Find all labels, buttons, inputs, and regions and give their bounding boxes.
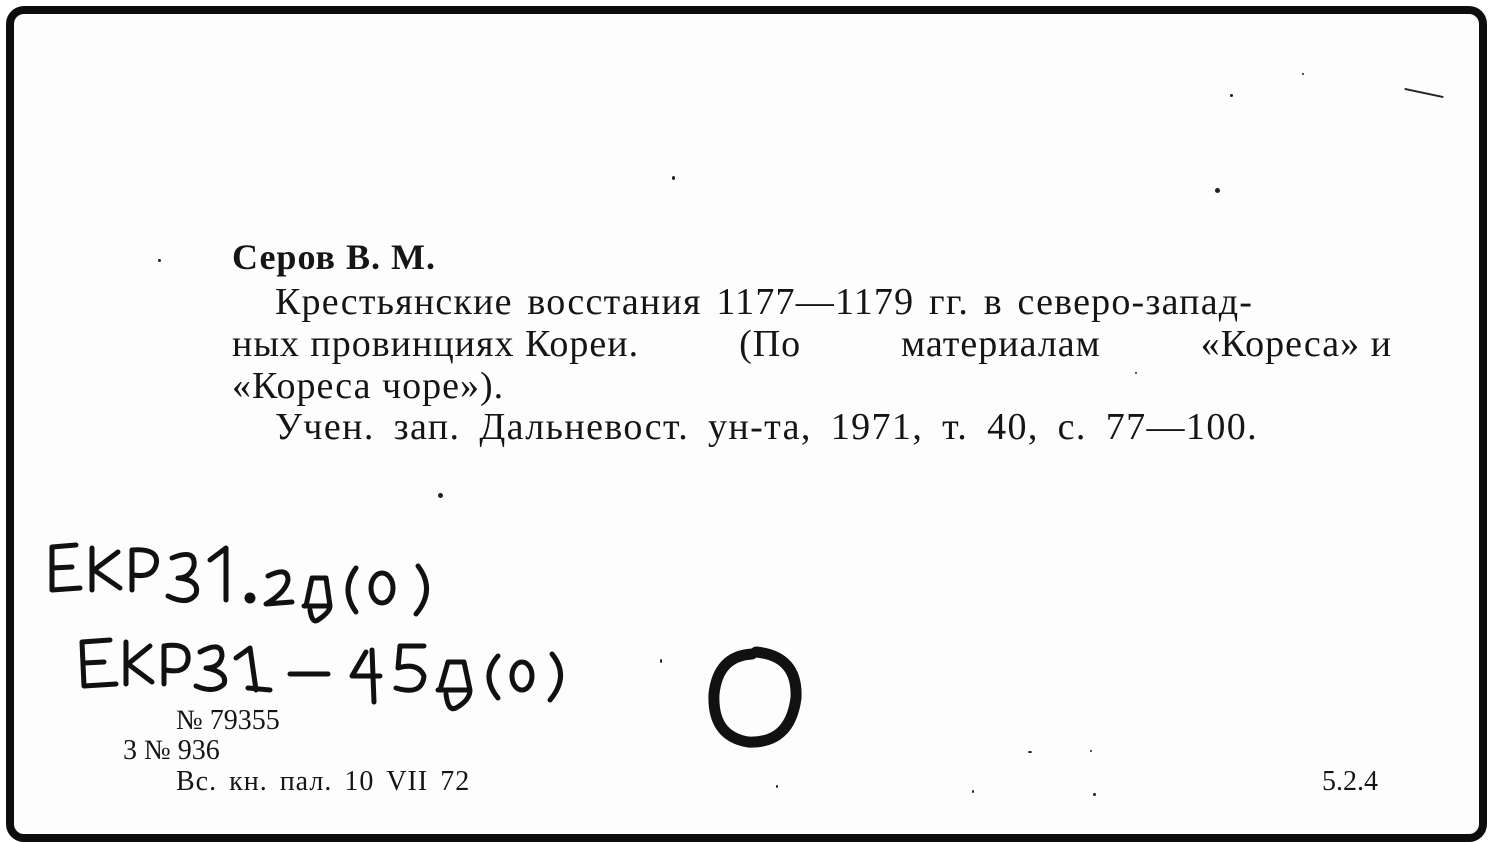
speck [1302, 73, 1304, 75]
speck [776, 785, 778, 788]
speck [672, 176, 675, 180]
speck [1215, 188, 1220, 193]
speck [1230, 94, 1233, 97]
source-reference: Учен. зап. Дальневост. ун-та, 1971, т. 40, с. 77—100. [275, 406, 1259, 448]
order-number: 3 № 936 [123, 735, 220, 766]
title-line-3: «Кореса чоре»). [232, 365, 505, 407]
title-line-2-part: «Кореса» и [1200, 323, 1392, 365]
speck [1135, 372, 1137, 374]
speck [1028, 751, 1032, 753]
title-line-2-part: ных провинциях Кореи. [232, 323, 640, 365]
speck [438, 493, 443, 498]
handwritten-code-1 [52, 545, 427, 621]
speck [1090, 750, 1092, 752]
speck [1093, 793, 1096, 796]
speck [660, 659, 662, 663]
speck [972, 790, 974, 793]
classification-code: 5.2.4 [1322, 766, 1378, 797]
imprint-line: Вс. кн. пал. 10 VII 72 [176, 766, 471, 797]
handwritten-circle [714, 652, 796, 742]
author-name: Серов В. М. [232, 237, 436, 277]
handwritten-code-2 [82, 640, 561, 709]
accession-number: № 79355 [176, 705, 280, 736]
title-line-1: Крестьянские восстания 1177—1179 гг. в северо-запад- [275, 281, 1254, 323]
speck [158, 259, 161, 262]
title-line-2-part: (По [739, 323, 802, 365]
title-line-2-part: материалам [901, 323, 1101, 365]
